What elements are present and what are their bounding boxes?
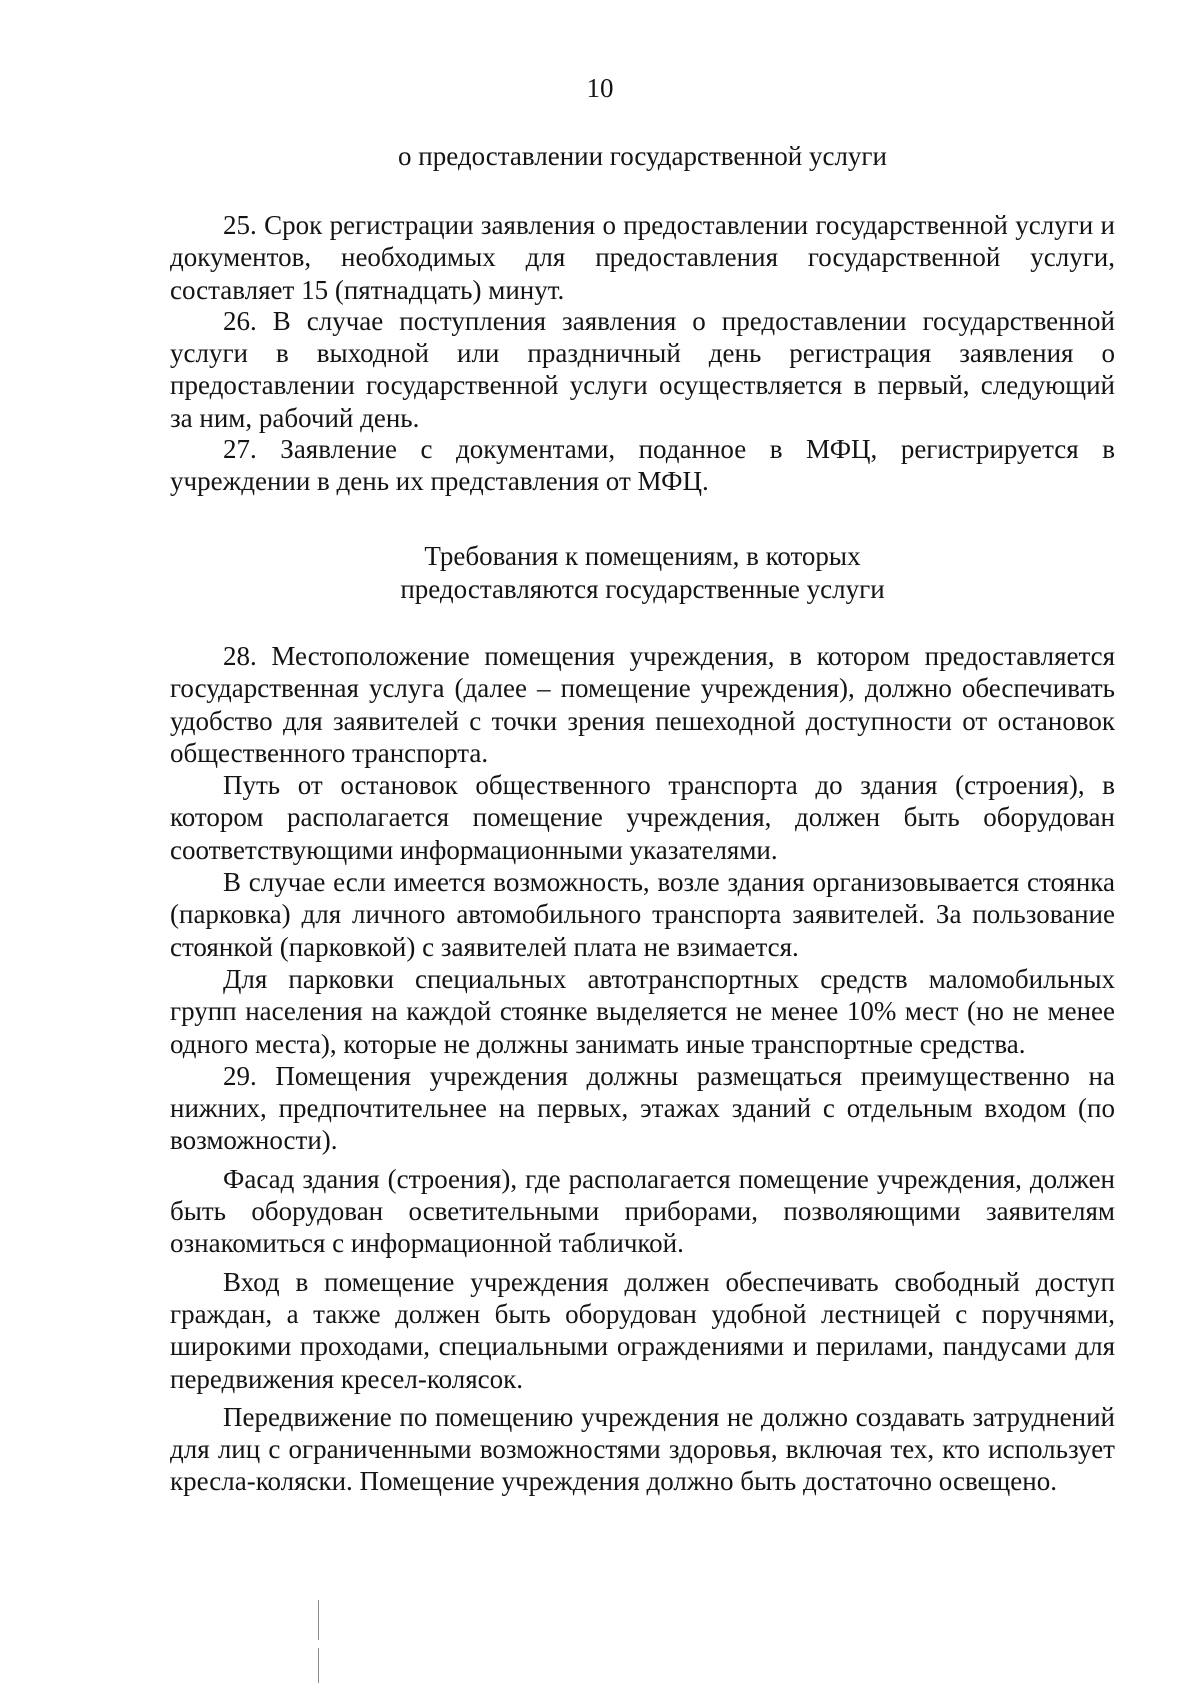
- section-heading-line-2: предоставляются государственные услуги: [400, 574, 885, 604]
- section-heading-continuation: [170, 140, 1115, 173]
- paragraph-facade: Фасад здания (строения), где располагается помещение учреждения, должен быть оборудован осветительными приборами, позволяющими заявителям ознакомиться с информационной табличкой.: [170, 1163, 1115, 1259]
- paragraph-29: 29. Помещения учреждения должны размещаться преимущественно на нижних, предпочтительнее на первых, этажах зданий с отдельным входом (по возможности).: [170, 1060, 1115, 1156]
- scan-artifact-line: [318, 1648, 319, 1683]
- scan-artifact-line: [318, 1600, 319, 1640]
- section-heading-line-1: Требования к помещениям, в которых: [424, 541, 861, 571]
- paragraph-movement: Передвижение по помещению учреждения не должно создавать затруднений для лиц с ограниченными возможностями здоровья, включая тех, кто использует кресла-коляски. Помещение учреждения должно быть достаточно освещено.: [170, 1401, 1115, 1497]
- paragraph-28: 28. Местоположение помещения учреждения, в котором предоставляется государственная услуга (далее – помещение учреждения), должно обеспечивать удобство для заявителей с точки зрения пешеходной доступности от остановок общественного транспорта.: [170, 641, 1115, 768]
- paragraph-25: 25. Срок регистрации заявления о предоставлении государственной услуги и документов, необходимых для предоставления государственной услуги, составляет 15 (пятнадцать) минут.: [170, 210, 1115, 305]
- section-premises-text: [170, 640, 1115, 1498]
- section-heading-premises: [170, 540, 1115, 606]
- paragraph-26: 26. В случае поступления заявления о предоставлении государственной услуги в выходной или праздничный день регистрация заявления о предоставлении государственной услуги осуществляется в первый, следующий за ним, рабочий день.: [170, 305, 1115, 433]
- paragraph-entrance: Вход в помещение учреждения должен обеспечивать свободный доступ граждан, а также должен быть оборудован удобной лестницей с поручнями, широкими проходами, специальными ограждениями и перилами, пандусами для передвижения кресел-колясок.: [170, 1266, 1115, 1394]
- paragraph-27: 27. Заявление с документами, поданное в МФЦ, регистрируется в учреждении в день их представления от МФЦ.: [170, 434, 1115, 497]
- paragraph-path: Путь от остановок общественного транспорта до здания (строения), в котором располагается помещение учреждения, должен быть оборудован соответствующими информационными указателями.: [170, 770, 1115, 865]
- section-heading-line: о предоставлении государственной услуги: [398, 141, 887, 171]
- paragraph-parking: В случае если имеется возможность, возле здания организовывается стоянка (парковка) для личного автомобильного транспорта заявителей. За пользование стоянкой (парковкой) с заявителей плата не взимается.: [170, 867, 1115, 962]
- page-number: 10: [586, 73, 614, 103]
- paragraph-special-parking: Для парковки специальных автотранспортных средств маломобильных групп населения на каждой стоянке выделяется не менее 10% мест (но не менее одного места), которые не должны занимать иные транспортные средства.: [170, 963, 1115, 1059]
- section-registration-text: [170, 209, 1115, 498]
